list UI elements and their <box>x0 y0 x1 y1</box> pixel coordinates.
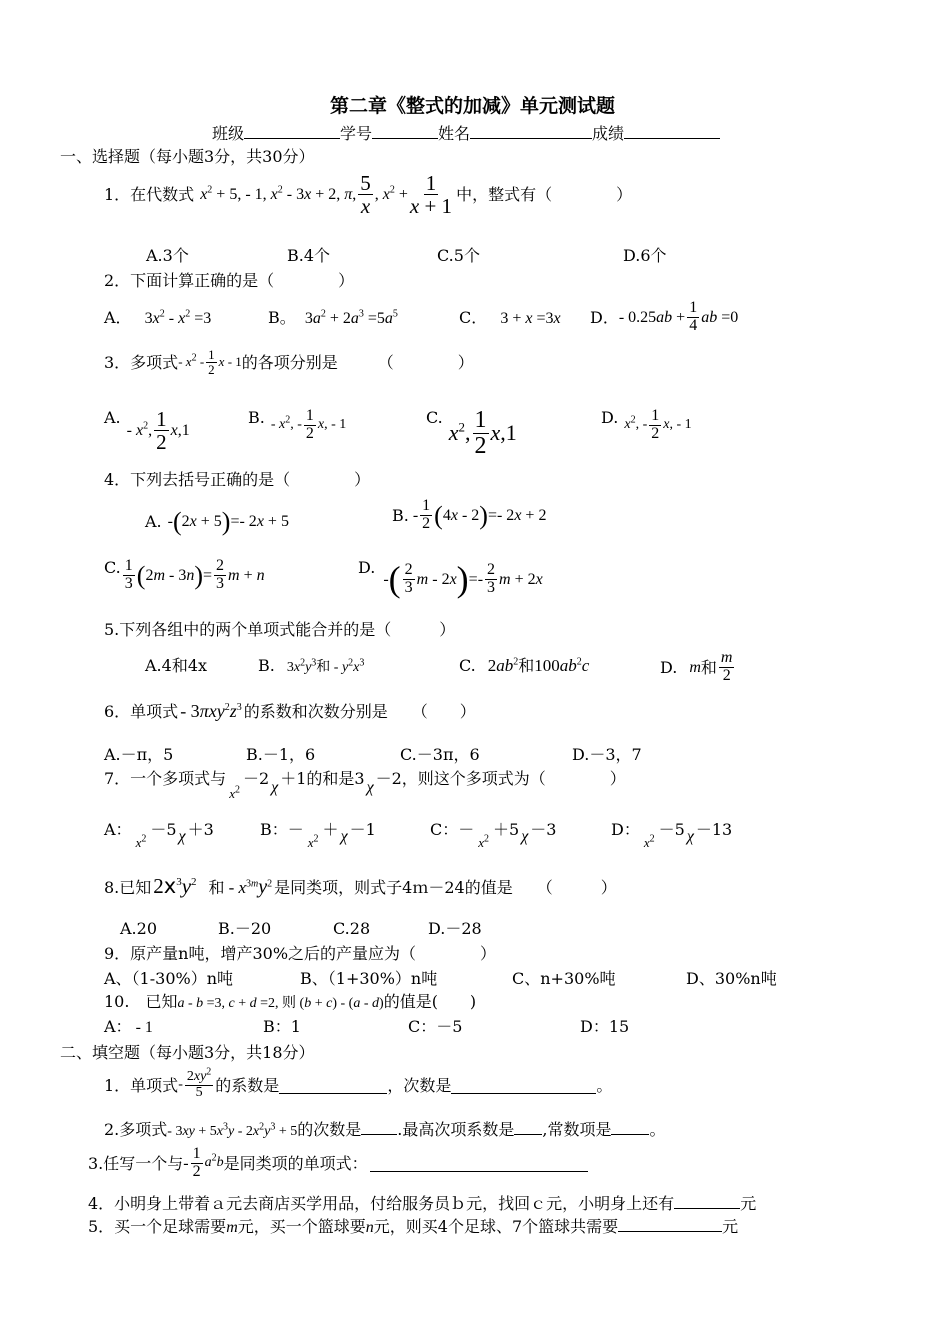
q1-option-a[interactable]: A.3个 <box>146 246 189 265</box>
q5-option-c[interactable]: C. $2ab^2$和$100ab^2c$ <box>459 656 590 675</box>
q10-option-b[interactable]: B：1 <box>263 1017 301 1036</box>
f2-degree-blank[interactable] <box>361 1118 397 1135</box>
f1-degree-blank[interactable] <box>451 1077 596 1094</box>
question-6: 6．单项式 - $3\pi xy^2z^3$ 的系数和次数分别是 （ ） <box>104 701 476 722</box>
q7-option-b[interactable]: B：$-_{x^2}+ \chi -1$ <box>260 820 376 850</box>
q8-option-d[interactable]: D.－28 <box>428 919 482 938</box>
f3-answer-blank[interactable] <box>370 1155 588 1172</box>
question-3: 3．多项式 - $x^2$ - 1 2 x - 1 的各项分别是 （ ） <box>104 347 474 377</box>
q10-option-c[interactable]: C：－5 <box>408 1017 463 1036</box>
q7-option-a[interactable]: A：$_{x^2}$－5 χ ＋3 <box>104 820 214 850</box>
section-heading-fill: 二、填空题（每小题3分，共18分） <box>60 1043 315 1062</box>
q7-option-c[interactable]: C：$-_{x^2}+5$ χ －3 <box>430 820 557 850</box>
q1-option-c[interactable]: C.5个 <box>437 246 480 265</box>
q5-option-b[interactable]: B. $3x^2y^3$和 - $y^2x^3$ <box>258 656 365 675</box>
q5-option-d[interactable]: D. m 和 m 2 <box>660 649 733 684</box>
q9-option-d[interactable]: D、30%n吨 <box>686 969 777 988</box>
section-heading-choice: 一、选择题（每小题3分，共30分） <box>60 147 315 166</box>
q1-tail: 中，整式有（ ） <box>456 184 633 204</box>
name-label: 姓名 <box>438 124 471 143</box>
q3-option-d[interactable]: D. $x^2$, - 1 2 x, - 1 <box>601 407 692 442</box>
q2-stem: 2．下面计算正确的是（ ） <box>104 271 355 290</box>
q3-option-b[interactable]: B. - $x^2$, - 1 2 x, - 1 <box>248 407 347 442</box>
q2-option-d[interactable]: D． - 0.25ab + $\frac{1}{4}$ ab =0 <box>590 299 739 334</box>
question-1: 1．在代数式 $x^2 + 5$, - 1, $x^2 - 3x + 2$, π, 5 x , $x^2$ + $\frac{1}{x + 1}$ 中，整式有（ ） <box>104 171 633 219</box>
question-8: 8.已知$2x^3y^2$ 和 - $x^{3m}y^2$ 是同类项，则式子4ｍ－24的值是 （ ） <box>104 874 617 898</box>
score-blank[interactable] <box>624 122 720 139</box>
q8-option-a[interactable]: A.20 <box>120 919 157 938</box>
fill-question-5: 5．买一个足球需要m元，买一个篮球要n元，则买4个足球、7个篮球共需要 元 <box>88 1217 739 1236</box>
q9-option-c[interactable]: C、n+30%吨 <box>512 969 616 988</box>
q1-fraction-5-over-x: 5 x <box>360 171 371 219</box>
q4-option-b[interactable]: B. - 1 2 ( 4x - 2 ) =- 2x + 2 <box>392 497 547 532</box>
q6-option-a[interactable]: A.－π，5 <box>104 745 174 764</box>
q10-option-d[interactable]: D：15 <box>580 1017 630 1036</box>
fill-question-1: 1．单项式 - $2xy^2$ 5 的系数是 ，次数是 。 <box>104 1066 613 1100</box>
class-label: 班级 <box>212 124 245 143</box>
student-id-label: 学号 <box>340 124 373 143</box>
f4-answer-blank[interactable] <box>674 1192 740 1209</box>
q10-option-a[interactable]: A： - 1 <box>104 1017 153 1036</box>
q4-stem: 4．下列去括号正确的是（ ） <box>104 470 371 489</box>
f5-answer-blank[interactable] <box>618 1215 722 1232</box>
fill-question-2: 2.多项式- $3xy + 5x^3y - 2x^2y^3 + 5$的次数是 .最高次项系数是 ,常数项是 。 <box>104 1120 666 1139</box>
q7-option-d[interactable]: D：$_{x^2}$－5 χ －13 <box>611 820 733 850</box>
q4-option-a[interactable]: A. - ( 2x + 5 ) =- 2x + 5 <box>145 507 289 536</box>
q3-option-a[interactable]: A. - $x^2$, 1 2 x,1 <box>104 407 190 455</box>
q2-option-c[interactable]: C． 3 + x =3x <box>459 308 561 327</box>
class-blank[interactable] <box>244 122 340 139</box>
q8-option-b[interactable]: B.－20 <box>218 919 272 938</box>
q1-fraction-1-over-x-plus-1: $\frac{1}{x + 1}$ <box>409 171 453 219</box>
fill-question-3: 3.任写一个与 - 1 2 $a^2b$ 是同类项的单项式： <box>88 1146 588 1181</box>
q9-option-b[interactable]: B、（1+30%）n吨 <box>300 969 438 988</box>
q5-stem: 5.下列各组中的两个单项式能合并的是（ ） <box>104 620 456 639</box>
q1-stem: 1．在代数式 <box>104 184 195 204</box>
q4-option-c[interactable]: C. 1 3 ( 2m - 3n ) = $\frac{2}{3}$ m + n <box>104 557 265 592</box>
f2-coefficient-blank[interactable] <box>514 1118 542 1135</box>
page-title: 第二章《整式的加减》单元测试题 <box>330 95 616 117</box>
score-label: 成绩 <box>592 124 625 143</box>
fill-question-4: 4．小明身上带着ａ元去商店买学用品，付给服务员ｂ元，找回ｃ元，小明身上还有 元 <box>88 1194 757 1213</box>
q2-option-b[interactable]: B。 $3a^2 + 2a^3 =5a^5$ <box>268 308 398 327</box>
q6-option-c[interactable]: C.－3π，6 <box>400 745 480 764</box>
student-id-blank[interactable] <box>372 122 438 139</box>
q2-option-a[interactable]: A． $3x^2 - x^2 =3$ <box>104 308 212 327</box>
name-blank[interactable] <box>470 122 592 139</box>
q5-option-a[interactable]: A.4和4x <box>145 656 208 675</box>
q3-option-c[interactable]: C. $x^2$, 1 2 x,1 <box>426 407 517 460</box>
q9-stem: 9．原产量n吨，增产30%之后的产量应为（ ） <box>104 944 497 963</box>
q1-expression: $x^2 + 5$, - 1, $x^2 - 3x + 2$, π, <box>200 184 357 203</box>
q6-option-b[interactable]: B.－1，6 <box>246 745 316 764</box>
question-7: 7．一个多项式与$_{x^2}$－2 χ ＋1的和是3 χ －2，则这个多项式为（ ） <box>104 769 626 801</box>
q8-option-c[interactable]: C.28 <box>333 919 371 938</box>
f1-coefficient-blank[interactable] <box>279 1077 387 1094</box>
question-10: 10. 已知a - b =3, c + d =2, 则 (b + c) - (a - d)的值是( ) <box>104 992 477 1011</box>
q9-option-a[interactable]: A、（1-30%）n吨 <box>104 969 234 988</box>
q1-option-d[interactable]: D.6个 <box>623 246 667 265</box>
f2-constant-blank[interactable] <box>611 1118 649 1135</box>
student-info-line <box>212 122 720 143</box>
q6-option-d[interactable]: D.－3，7 <box>572 745 642 764</box>
q1-option-b[interactable]: B.4个 <box>287 246 331 265</box>
q4-option-d[interactable]: D. - ( 2 3 m - 2x ) =- 2 3 m + 2x <box>358 558 543 599</box>
